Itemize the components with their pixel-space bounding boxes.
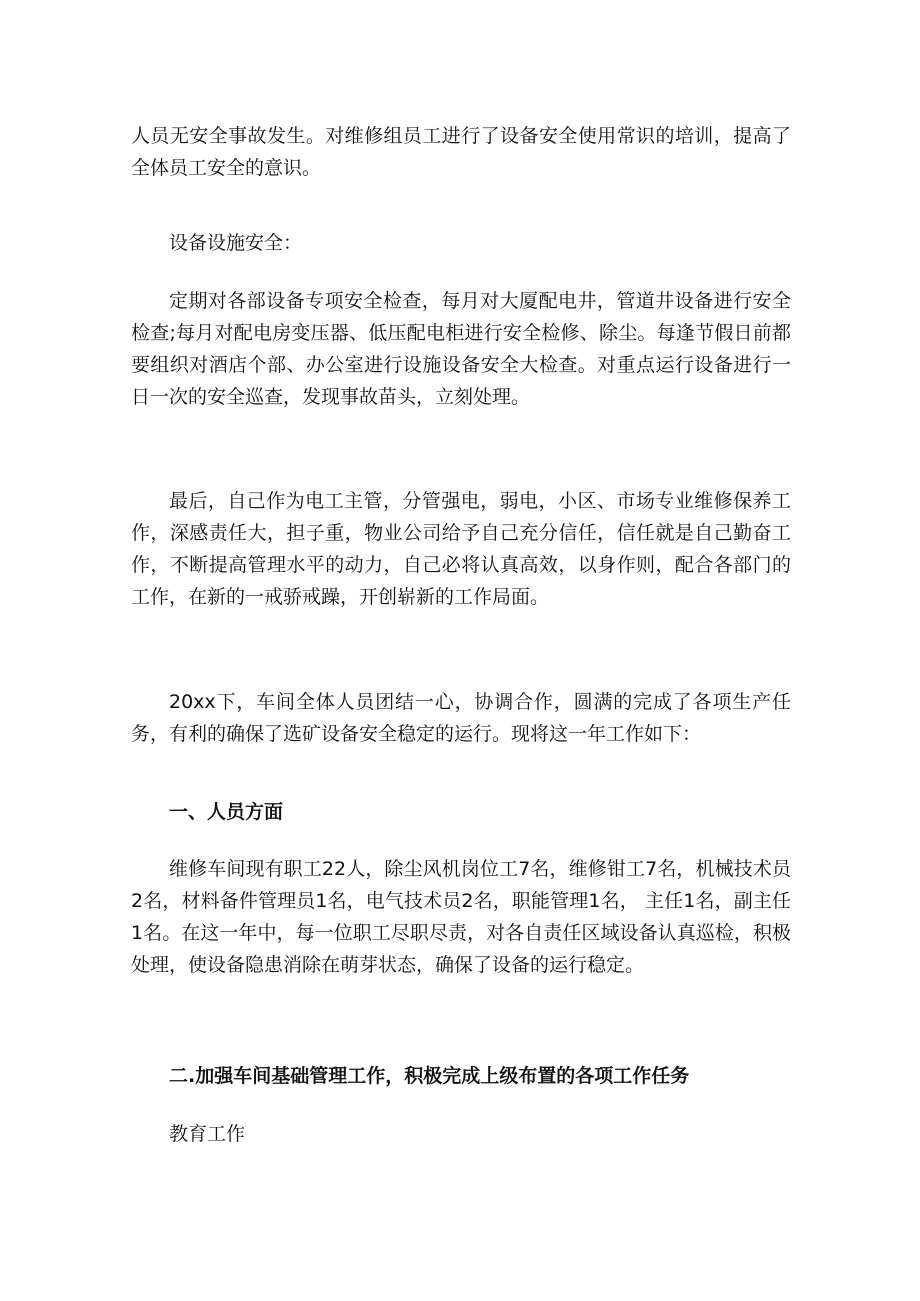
section-heading-management: 二.加强车间基础管理工作，积极完成上级布置的各项工作任务 bbox=[169, 1065, 690, 1087]
section-heading-personnel: 一、人员方面 bbox=[169, 801, 284, 823]
paragraph-annual-intro: 20xx下，车间全体人员团结一心，协调合作，圆满的完成了各项生产任务，有利的确保了选矿设备安全稳定的运行。现将这一年工作如下： bbox=[131, 691, 791, 745]
paragraph-equipment-safety-heading: 设备设施安全： bbox=[169, 232, 303, 254]
paragraph-summary: 最后，自己作为电工主管，分管强电，弱电，小区、市场专业维修保养工作，深感责任大，担子重，物业公司给予自己充分信任，信任就是自己勤奋工作，不断提高管理水平的动力，自己必将认真高效，以身作则，配合各部门的工作，在新的一戒骄戒躁，开创崭新的工作局面。 bbox=[131, 490, 791, 608]
paragraph-education-heading: 教育工作 bbox=[169, 1123, 246, 1145]
paragraph-inspection: 定期对各部设备专项安全检查，每月对大厦配电井，管道井设备进行安全检查;每月对配电房变压器、低压配电柜进行安全检修、除尘。每逢节假日前都要组织对酒店个部、办公室进行设施设备安全大检查。对重点运行设备进行一日一次的安全巡查，发现事故苗头，立刻处理。 bbox=[131, 290, 791, 408]
paragraph-personnel: 维修车间现有职工22人，除尘风机岗位工7名，维修钳工7名，机械技术员2名，材料备件管理员1名，电气技术员2名，职能管理1名， 主任1名，副主任1名。在这一年中，每一位职工尽职尽责，对各自责任区域设备认真巡检，积极处理，使设备隐患消除在萌芽状态，确保了设备的运行稳定。 bbox=[131, 858, 791, 976]
paragraph-safety-record: 人员无安全事故发生。对维修组员工进行了设备安全使用常识的培训，提高了全体员工安全的意识。 bbox=[131, 125, 791, 179]
